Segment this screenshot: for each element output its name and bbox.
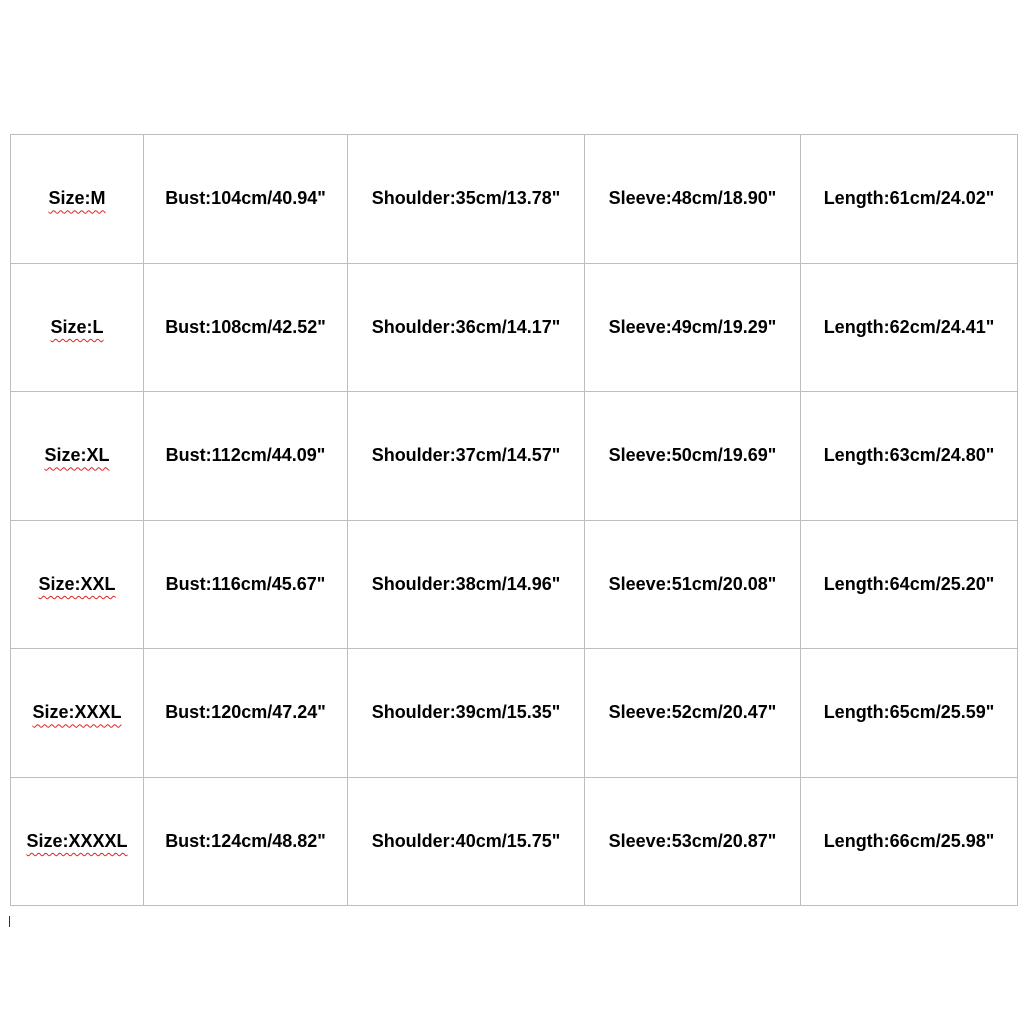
- size-cell: [11, 263, 144, 392]
- sleeve-cell: Sleeve:51cm/20.08": [585, 520, 801, 649]
- size-label: Size:L: [50, 316, 104, 337]
- size-label: Size:XL: [44, 445, 110, 466]
- length-cell: Length:62cm/24.41": [801, 263, 1018, 392]
- sleeve-cell: Sleeve:52cm/20.47": [585, 649, 801, 778]
- bust-cell: Bust:120cm/47.24": [144, 649, 348, 778]
- size-label: Size:M: [48, 188, 106, 209]
- size-chart-table: [10, 134, 1018, 906]
- length-cell: Length:65cm/25.59": [801, 649, 1018, 778]
- size-cell: [11, 520, 144, 649]
- bust-cell: Bust:104cm/40.94": [144, 135, 348, 264]
- bust-cell: Bust:116cm/45.67": [144, 520, 348, 649]
- shoulder-cell: Shoulder:37cm/14.57": [348, 392, 585, 521]
- bust-cell: Bust:124cm/48.82": [144, 777, 348, 906]
- size-cell: [11, 135, 144, 264]
- shoulder-cell: Shoulder:40cm/15.75": [348, 777, 585, 906]
- sleeve-cell: Sleeve:49cm/19.29": [585, 263, 801, 392]
- size-label: Size:XXXL: [32, 702, 122, 723]
- size-cell: [11, 392, 144, 521]
- size-cell: [11, 649, 144, 778]
- length-cell: Length:63cm/24.80": [801, 392, 1018, 521]
- bust-cell: Bust:112cm/44.09": [144, 392, 348, 521]
- table-row: [11, 392, 1018, 521]
- table-row: [11, 520, 1018, 649]
- sleeve-cell: Sleeve:50cm/19.69": [585, 392, 801, 521]
- table-row: [11, 649, 1018, 778]
- table-row: [11, 777, 1018, 906]
- size-cell: [11, 777, 144, 906]
- length-cell: Length:66cm/25.98": [801, 777, 1018, 906]
- shoulder-cell: Shoulder:35cm/13.78": [348, 135, 585, 264]
- size-label: Size:XXXXL: [26, 830, 128, 851]
- table-row: [11, 135, 1018, 264]
- sleeve-cell: Sleeve:53cm/20.87": [585, 777, 801, 906]
- shoulder-cell: Shoulder:38cm/14.96": [348, 520, 585, 649]
- text-cursor: [9, 916, 10, 927]
- size-label: Size:XXL: [38, 573, 116, 594]
- sleeve-cell: Sleeve:48cm/18.90": [585, 135, 801, 264]
- shoulder-cell: Shoulder:36cm/14.17": [348, 263, 585, 392]
- table-row: [11, 263, 1018, 392]
- length-cell: Length:64cm/25.20": [801, 520, 1018, 649]
- bust-cell: Bust:108cm/42.52": [144, 263, 348, 392]
- length-cell: Length:61cm/24.02": [801, 135, 1018, 264]
- shoulder-cell: Shoulder:39cm/15.35": [348, 649, 585, 778]
